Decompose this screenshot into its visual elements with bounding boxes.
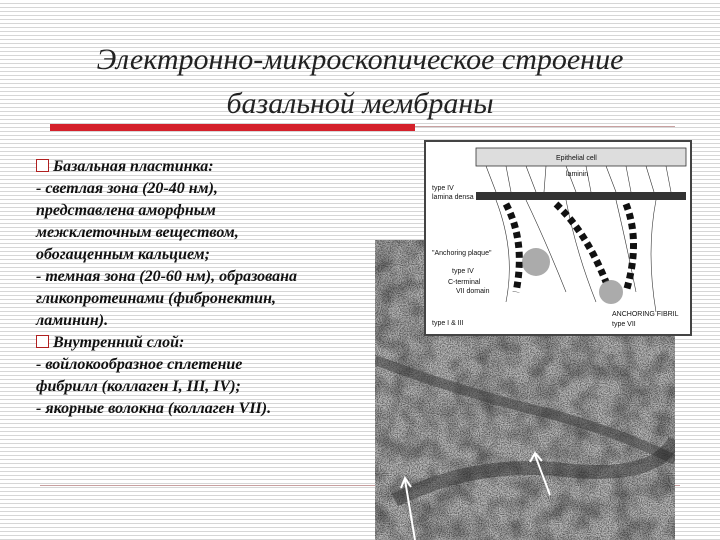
text-line: обогащенным кальцием; [36, 246, 210, 263]
label-type-iv-top: type IV [432, 185, 454, 192]
basement-membrane-diagram [424, 140, 692, 336]
label-type-iv-mid: type IV [452, 268, 474, 275]
label-type-i-iii: type I & III [432, 320, 464, 327]
text-line: - войлокообразное сплетение [36, 356, 243, 373]
label-c-terminal: C-terminal [448, 279, 481, 286]
body-text [36, 156, 376, 420]
text-line: Внутренний слой: [36, 332, 376, 354]
label-vii-domain: VII domain [456, 288, 490, 295]
text-line: гликопротеинами (фибронектин, [36, 290, 276, 307]
text-line: Базальная пластинка: [36, 156, 376, 178]
square-bullet-icon [36, 159, 49, 172]
text-line: представлена аморфным [36, 202, 216, 219]
divider-line-top [415, 126, 675, 127]
label-anchoring-plaque: "Anchoring plaque" [432, 250, 492, 257]
label-lamina-densa: lamina densa [432, 194, 474, 201]
label-laminin: laminin [566, 171, 589, 178]
slide-title [20, 38, 700, 126]
title-line-1: Электронно-микроскопическое строение [96, 43, 624, 76]
text-line: - якорные волокна (коллаген VII). [36, 400, 272, 417]
text-line: фибрилл (коллаген I, III, IV); [36, 378, 241, 395]
text-line: ламинин). [36, 312, 109, 329]
label-epithelial-cell: Epithelial cell [556, 155, 597, 162]
text-line: - темная зона (20-60 нм), образована [36, 268, 298, 285]
title-underline-bar [50, 124, 415, 131]
title-line-2: базальной мембраны [226, 87, 494, 120]
label-anchoring-fibril: ANCHORING FIBRIL [612, 311, 679, 318]
label-type-vii: type VII [612, 321, 636, 328]
text-line: - светлая зона (20-40 нм), [36, 180, 218, 197]
text-line: межклеточным веществом, [36, 224, 239, 241]
square-bullet-icon [36, 335, 49, 348]
